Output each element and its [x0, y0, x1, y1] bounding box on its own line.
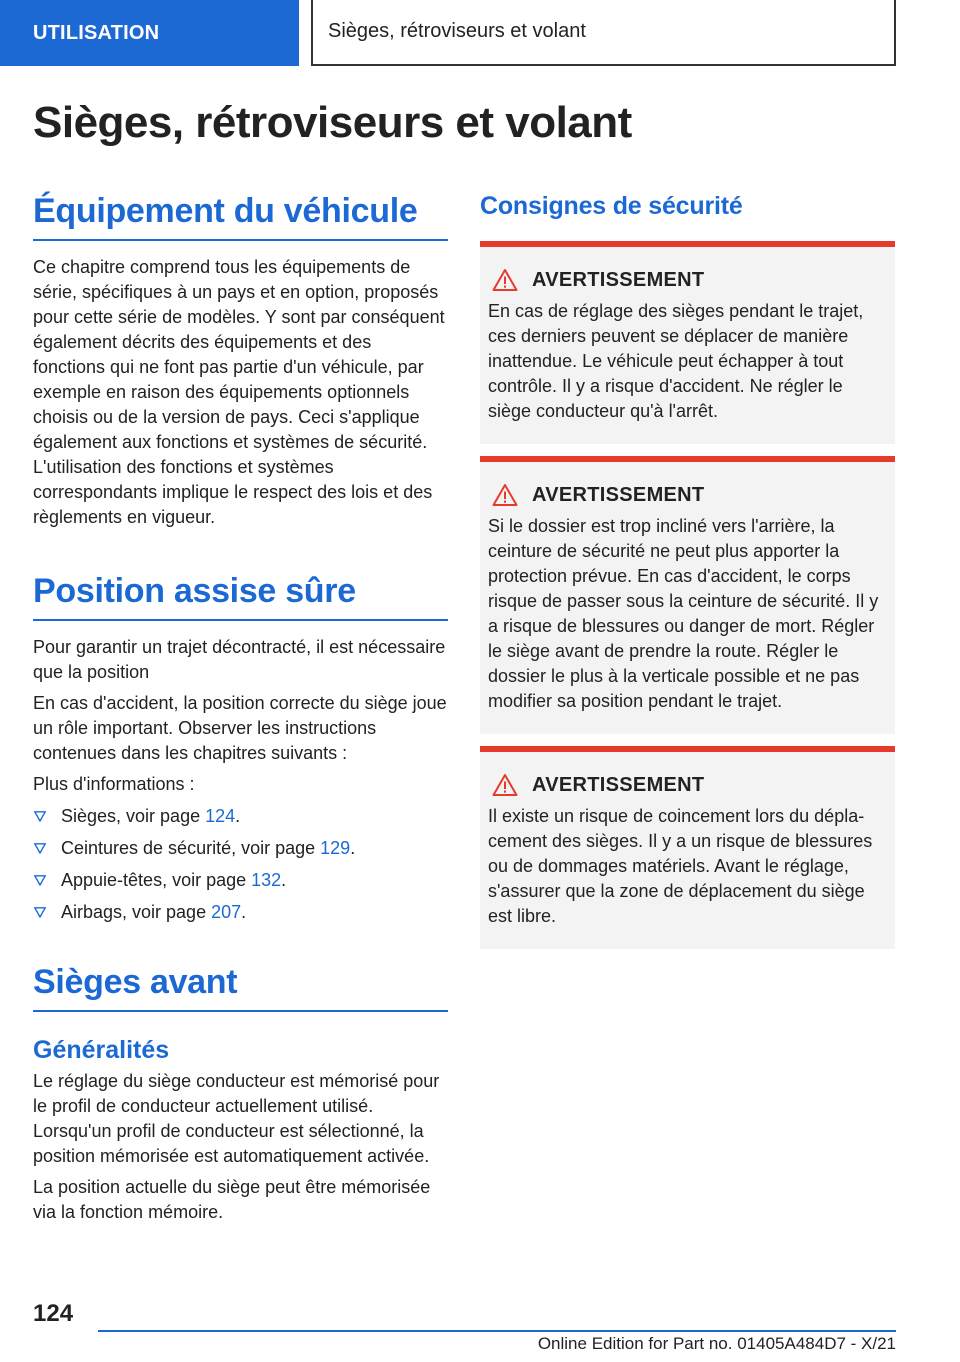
warning-title: AVERTISSEMENT	[532, 483, 705, 506]
warning-title: AVERTISSEMENT	[532, 268, 705, 291]
warning-title: AVERTISSEMENT	[532, 773, 705, 796]
page-header	[0, 0, 960, 66]
warning-text: Si le dossier est trop incliné vers l'arrière, la ceinture de sécurité ne peut plus apporter la protection prévue. En cas d'accident, le corps risque de passer sous la ceinture de sécurité. Il y a risque de blessures ou danger de mort. Régler le siège avant de prendre la route. Régler le dossier le plus à la verticale possible et ne pas modifier sa position pendant le trajet.	[488, 516, 879, 711]
equipement-text: Ce chapitre comprend tous les équipements de série, spécifiques à un pays et en option, proposés pour cette série de modèles. Y sont par conséquent également décrits des équipements et des fonctions qui ne font pas partie d'un véhicule, par exemple en raison des équipements optionnels choisis ou de la version de pays. Ceci s'applique également aux fonctions et systèmes de sécurité. L'utilisation des fonctions et systèmes correspondants implique le respect des lois et des règlements en vigueur.	[33, 257, 445, 527]
position-text-3: Plus d'informations :	[33, 774, 195, 794]
warning-triangle-icon	[492, 483, 518, 507]
reference-item: Airbags, voir page 207.	[33, 900, 448, 925]
page-link-132[interactable]: 132	[251, 870, 282, 890]
page-title: Sièges, rétroviseurs et volant	[33, 98, 632, 147]
page-link-124[interactable]: 124	[205, 806, 236, 826]
reference-item: Appuie-têtes, voir page 132.	[33, 868, 448, 893]
page-link-129[interactable]: 129	[320, 838, 351, 858]
warning-box	[480, 456, 895, 734]
page-link-207[interactable]: 207	[211, 902, 242, 922]
generalites-text-1: Le réglage du siège conducteur est mémorisé pour le profil de conducteur actuellement utilisé. Lorsqu'un profil de conducteur est sélectionné, la position mémorisée est automatiquement activée.	[33, 1071, 440, 1166]
position-text-2: En cas d'accident, la position correcte du siège joue un rôle important. Observer les instructions contenues dans les chapitres suivants :	[33, 693, 447, 763]
footer-edition: Online Edition for Part no. 01405A484D7 - X/21	[537, 1334, 896, 1353]
heading-consignes: Consignes de sécurité	[480, 192, 743, 220]
position-text-1: Pour garantir un trajet décontracté, il est nécessaire que la position	[33, 637, 446, 682]
bullet-triangle-icon	[34, 811, 46, 822]
subheading-generalites: Généralités	[33, 1036, 170, 1064]
bullet-triangle-icon	[34, 907, 46, 918]
section-label: Sièges, rétroviseurs et volant	[311, 0, 896, 66]
heading-position: Position assise sûre	[33, 572, 448, 621]
right-column	[480, 192, 895, 949]
bullet-triangle-icon	[34, 875, 46, 886]
warning-text: Il existe un risque de coincement lors du déplacement des sièges. Il y a un risque de blessures ou de dommages matériels. Avant le réglage, s'assurer que la zone de déplacement du siège est libre.	[488, 806, 873, 926]
reference-item: Sièges, voir page 124.	[33, 804, 448, 829]
warning-box	[480, 241, 895, 444]
footer-divider	[98, 1330, 896, 1332]
warning-text: En cas de réglage des sièges pendant le trajet, ces derniers peuvent se déplacer de manière inattendue. Le véhicule peut échapper à tout contrôle. Il y a risque d'accident. Ne régler le siège conducteur qu'à l'arrêt.	[488, 301, 864, 421]
heading-sieges-avant: Sièges avant	[33, 963, 448, 1012]
chapter-label: UTILISATION	[0, 0, 299, 66]
warning-triangle-icon	[492, 268, 518, 292]
bullet-triangle-icon	[34, 843, 46, 854]
generalites-text-2: La position actuelle du siège peut être mémorisée via la fonction mémoire.	[33, 1177, 431, 1222]
warning-triangle-icon	[492, 773, 518, 797]
page-number: 124	[33, 1300, 74, 1327]
heading-equipement: Équipement du véhicule	[33, 192, 448, 241]
warning-box	[480, 746, 895, 949]
reference-list	[33, 804, 448, 925]
reference-item: Ceintures de sécurité, voir page 129.	[33, 836, 448, 861]
left-column	[33, 192, 448, 1225]
